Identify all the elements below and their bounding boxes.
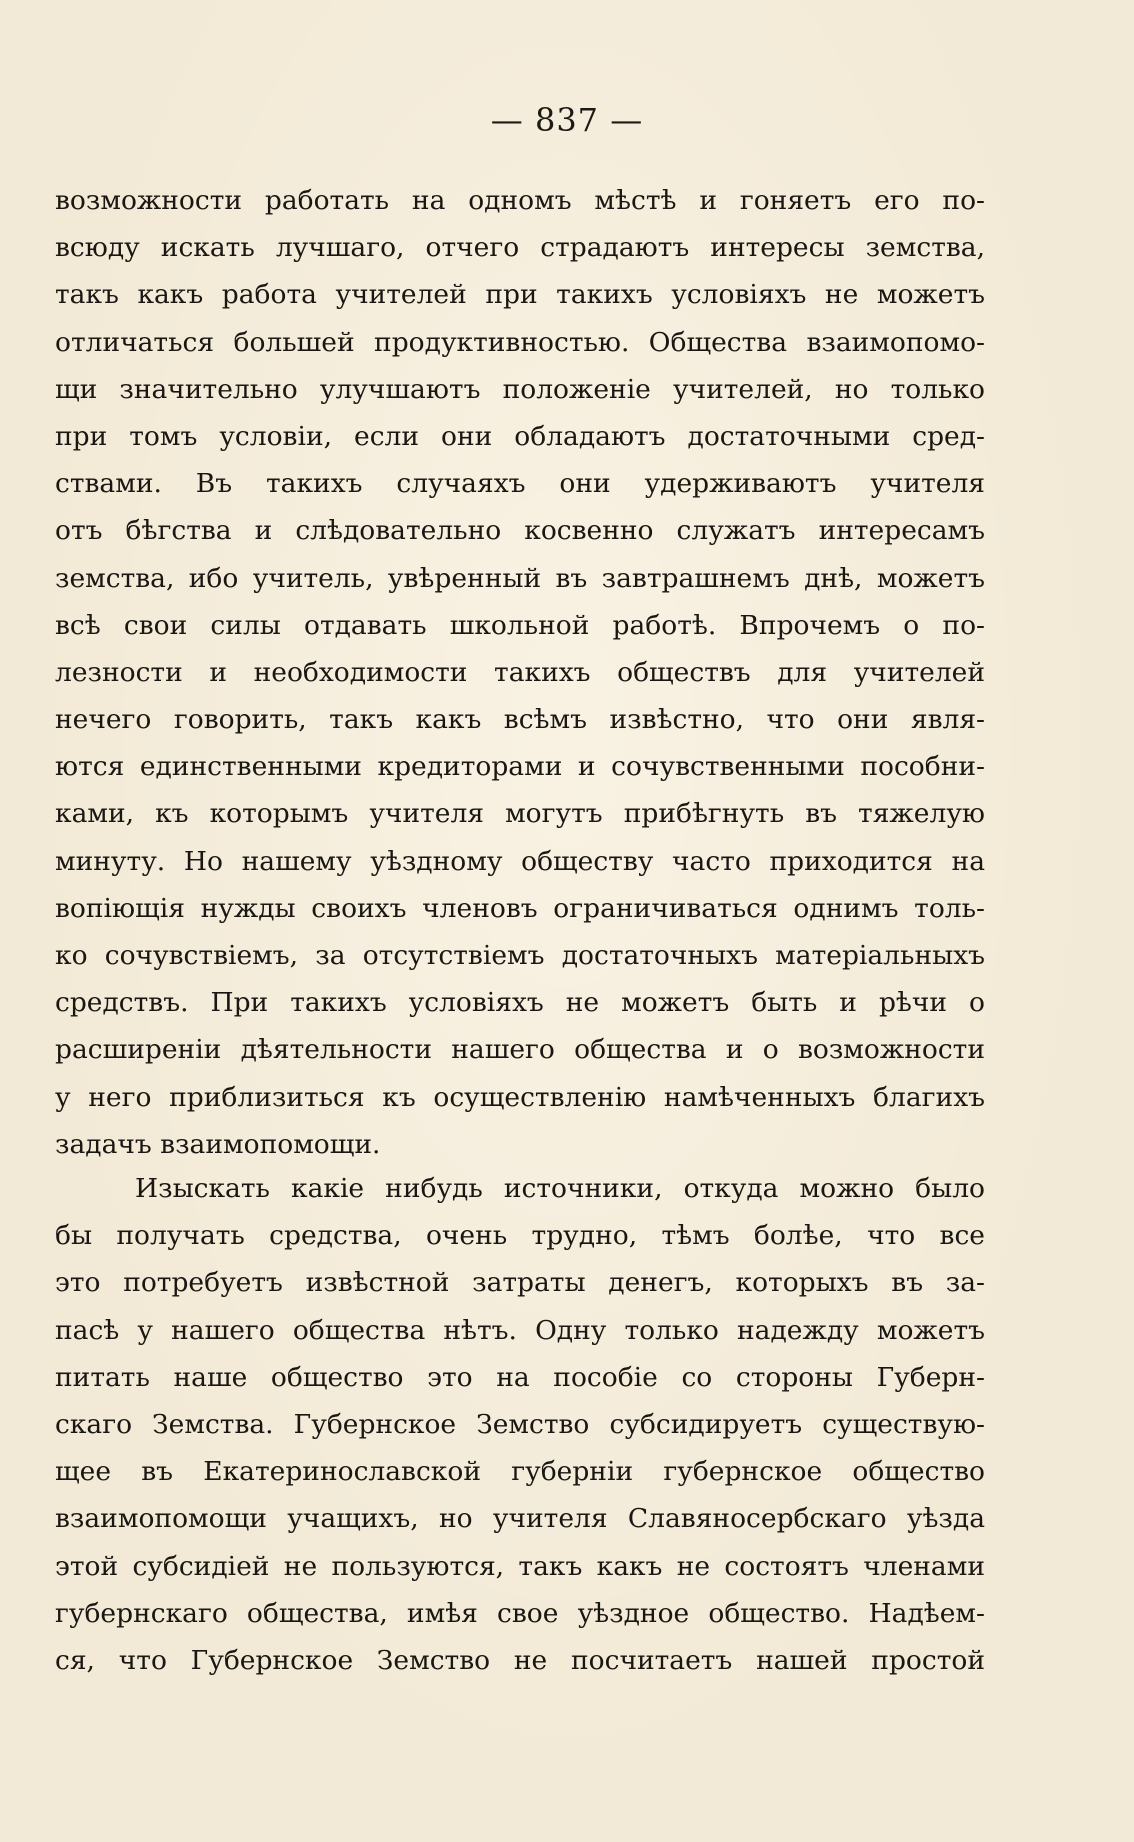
paragraph-1 [55,177,985,1168]
text-line: у него приблизиться къ осуществленію намѣченныхъ благихъ [55,1081,985,1113]
text-line: минуту. Но нашему уѣздному обществу часто приходится на [55,845,985,877]
text-line: питать наше общество это на пособіе со стороны Губерн- [55,1361,985,1393]
paragraph-2 [55,1165,985,1684]
text-line: бы получать средства, очень трудно, тѣмъ болѣе, что все [55,1220,985,1252]
text-line: возможности работать на одномъ мѣстѣ и гоняетъ его по- [55,185,985,216]
text-line: это потребуетъ извѣстной затраты денегъ, которыхъ въ за- [55,1267,985,1299]
text-line: ками, къ которымъ учителя могутъ прибѣгнуть въ тяжелую [55,798,985,830]
text-line: средствъ. При такихъ условіяхъ не можетъ быть и рѣчи о [55,987,985,1019]
text-line: нечего говорить, такъ какъ всѣмъ извѣстно, что они явля- [55,704,985,736]
text-line: лезности и необходимости такихъ обществъ для учителей [55,656,985,688]
text-line: земства, ибо учитель, увѣренный въ завтрашнемъ днѣ, можетъ [55,562,985,594]
text-line: скаго Земства. Губернское Земство субсидируетъ существую- [55,1408,985,1440]
text-line: при томъ условіи, если они обладаютъ достаточными сред- [55,420,985,452]
text-line: такъ какъ работа учителей при такихъ условіяхъ не можетъ [55,279,985,311]
text-line: взаимопомощи учащихъ, но учителя Славяносербскаго уѣзда [55,1503,985,1535]
text-line: отъ бѣгства и слѣдовательно косвенно служатъ интересамъ [55,515,985,547]
text-line: щи значительно улучшаютъ положеніе учителей, но только [55,373,985,405]
text-line: ся, что Губернское Земство не посчитаетъ нашей простой [55,1644,985,1676]
text-line: ются единственными кредиторами и сочувственными пособни- [55,751,985,783]
text-line: пасѣ у нашего общества нѣтъ. Одну только надежду можетъ [55,1314,985,1346]
text-line: расширеніи дѣятельности нашего общества и о возможности [55,1034,985,1066]
text-line: вопіющія нужды своихъ членовъ ограничиваться однимъ толь- [55,892,985,924]
text-line: Изыскать какіе нибудь источники, откуда можно было [135,1173,985,1204]
page-number: — 837 — [490,101,644,139]
text-line: этой субсидіей не пользуются, такъ какъ не состоятъ членами [55,1550,985,1582]
text-line: щее въ Екатеринославской губерніи губернское общество [55,1456,985,1488]
text-line: всѣ свои силы отдавать школьной работѣ. Впрочемъ о по- [55,609,985,641]
text-line: отличаться большей продуктивностью. Общества взаимопомо- [55,326,985,358]
text-line: ствами. Въ такихъ случаяхъ они удерживаютъ учителя [55,468,985,500]
text-line: всюду искать лучшаго, отчего страдаютъ интересы земства, [55,232,985,264]
text-line: задачъ взаимопомощи. [55,1128,381,1160]
text-line: губернскаго общества, имѣя свое уѣздное общество. Надѣем- [55,1597,985,1629]
text-line: ко сочувствіемъ, за отсутствіемъ достаточныхъ матеріальныхъ [55,940,985,971]
